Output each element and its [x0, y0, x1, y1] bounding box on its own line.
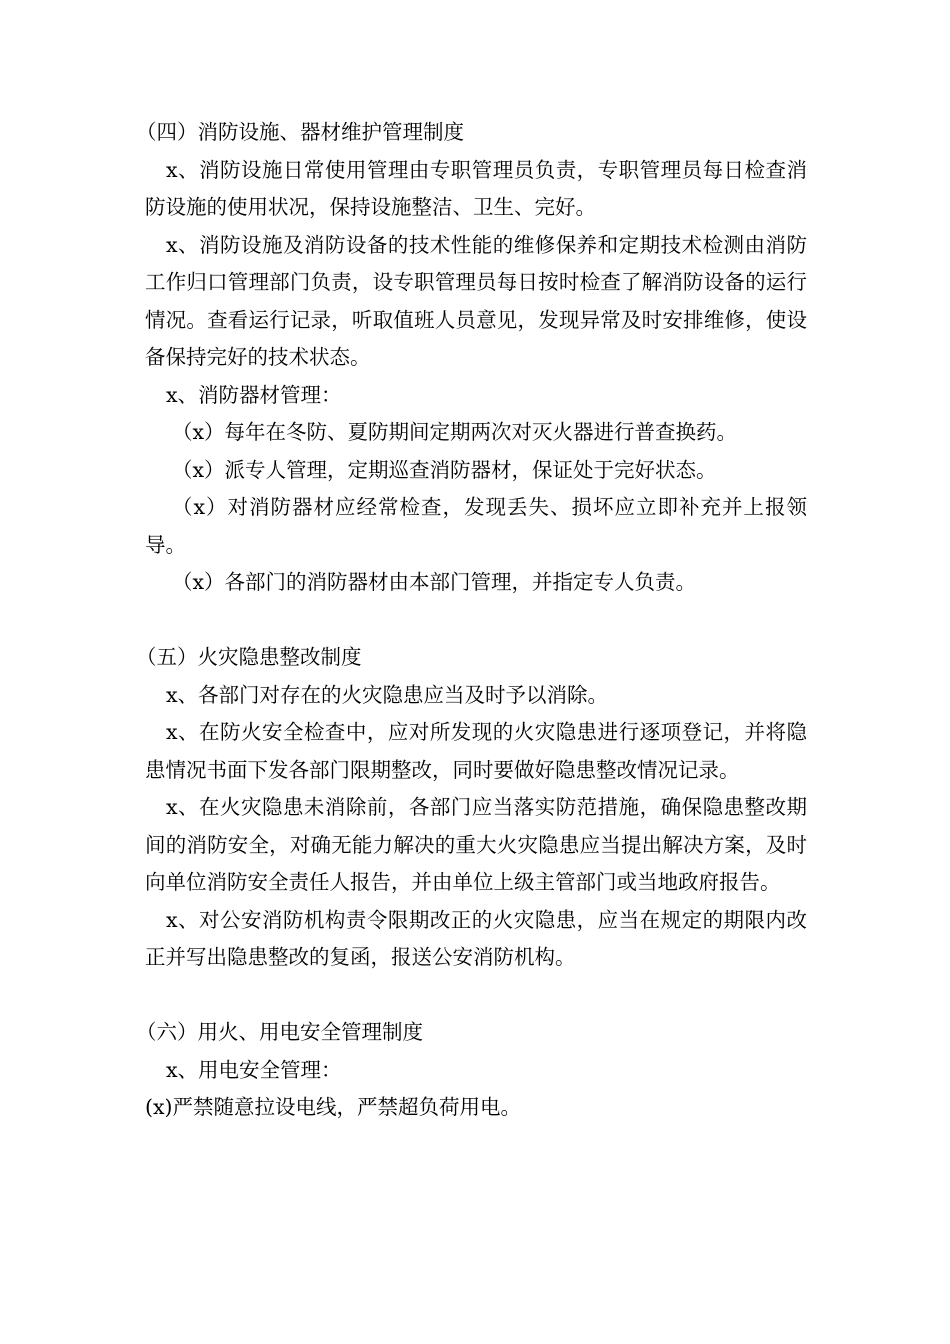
paragraph: x、各部门对存在的火灾隐患应当及时予以消除。 — [166, 682, 609, 707]
section-spacer — [145, 977, 807, 1015]
paragraph: x、消防设施日常使用管理由专职管理员负责，专职管理员每日检查消防设施的使用状况，保持设施整洁、卫生、完好。 — [145, 157, 807, 219]
paragraph: x、对公安消防机构责令限期改正的火灾隐患，应当在规定的期限内改正并写出隐患整改的复函，报送公安消防机构。 — [145, 907, 807, 969]
sub-item: （x）对消防器材应经常检查，发现丢失、损坏应立即补充并上报领导。 — [145, 495, 807, 557]
section-heading-4: （四）消防设施、器材维护管理制度 — [136, 120, 464, 144]
sub-item: (x)严禁随意拉设电线，严禁超负荷用电。 — [145, 1095, 522, 1119]
sub-item: （x）派专人管理，定期巡查消防器材，保证处于完好状态。 — [172, 457, 717, 482]
section-heading-5: （五）火灾隐患整改制度 — [136, 645, 362, 669]
paragraph: x、消防设施及消防设备的技术性能的维修保养和定期技术检测由消防工作归口管理部门负责，设专职管理员每日按时检查了解消防设备的运行情况。查看运行记录，听取值班人员意见，发现异常及时安排维修，使设备保持完好的技术状态。 — [145, 232, 807, 369]
section-heading-6: （六）用火、用电安全管理制度 — [136, 1020, 423, 1044]
document-body — [136, 114, 807, 1127]
sub-item: （x）各部门的消防器材由本部门管理，并指定专人负责。 — [172, 570, 697, 594]
section-spacer — [145, 602, 807, 640]
paragraph: x、消防器材管理： — [166, 382, 342, 407]
paragraph: x、用电安全管理： — [166, 1057, 342, 1082]
paragraph: x、在火灾隐患未消除前，各部门应当落实防范措施，确保隐患整改期间的消防安全，对确无能力解决的重大火灾隐患应当提出解决方案，及时向单位消防安全责任人报告，并由单位上级主管部门或当地政府报告。 — [145, 795, 807, 894]
sub-item: （x）每年在冬防、夏防期间定期两次对灭火器进行普查换药。 — [172, 420, 738, 444]
paragraph: x、在防火安全检查中，应对所发现的火灾隐患进行逐项登记，并将隐患情况书面下发各部门限期整改，同时要做好隐患整改情况记录。 — [145, 720, 807, 782]
